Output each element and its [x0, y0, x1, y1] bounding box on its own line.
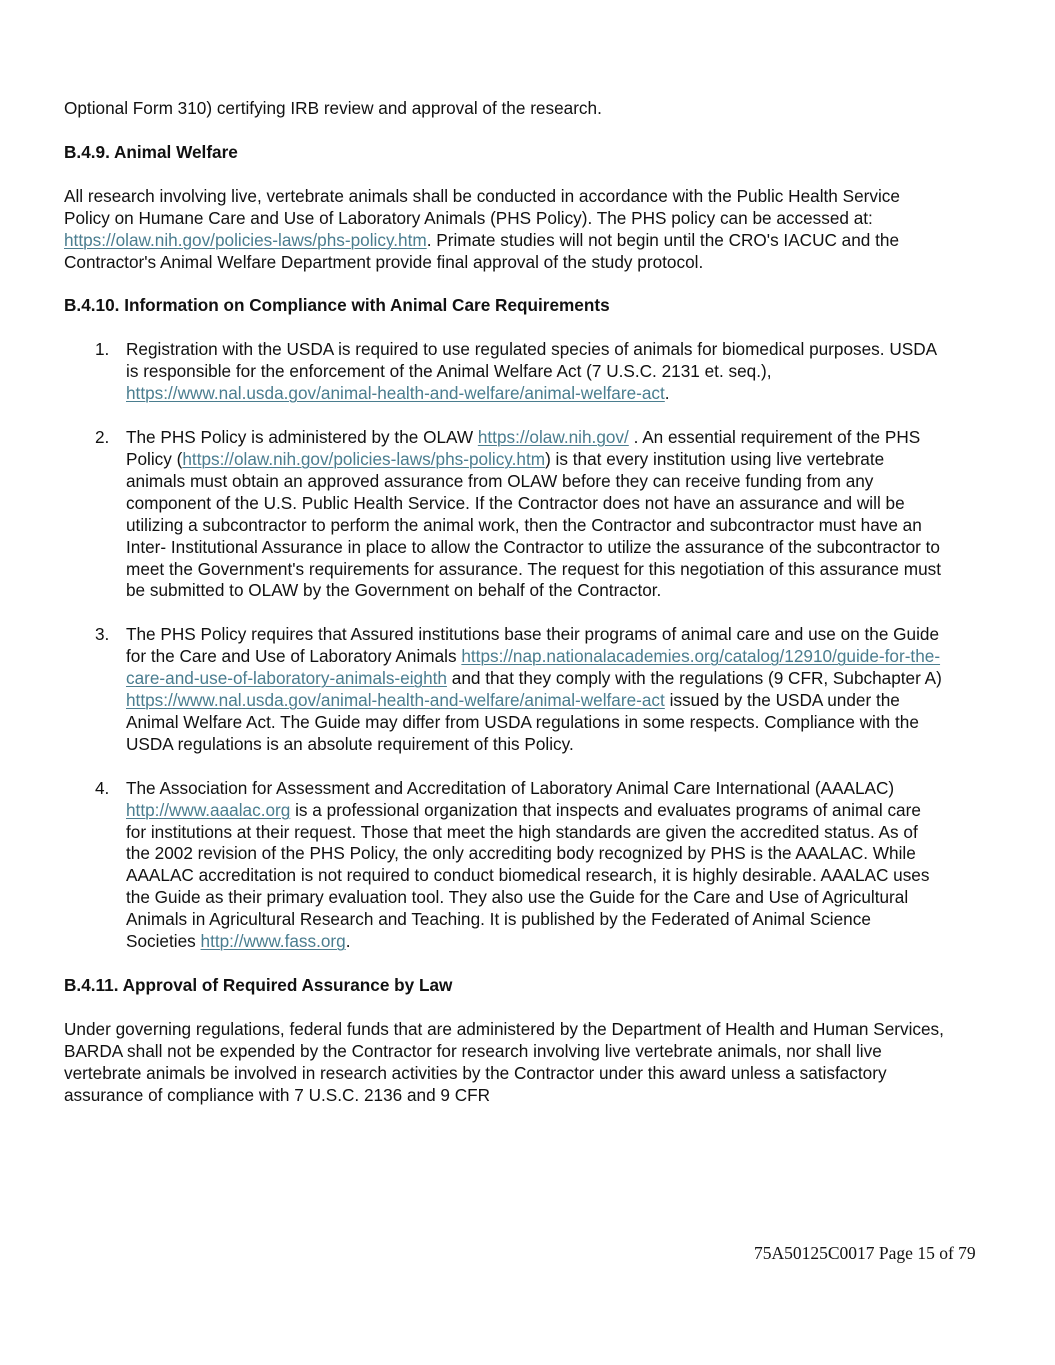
text: The PHS Policy is administered by the OLAW [126, 427, 478, 448]
text: is a professional organization that inspects and evaluates programs of animal care for institutions at their request. Those that meet the high standards are given the accredited status. As of the 2002 revision of the PHS Policy, the only accrediting body recognized by PHS is the AAALAC. While AAALAC accreditation is not required to conduct biomedical research, it is highly desirable. AAALAC uses the Guide as their primary evaluation tool. They also use the Guide for the Care and Use of Agricultural Animals in Agricultural Research and Teaching. It is published by the Federated of Animal Science Societies [126, 799, 930, 952]
text: issued by the USDA under the Animal Welfare Act. The Guide may differ from USDA regulations in some respects. Compliance with the USDA regulations is an absolute requirement of this Policy. [126, 690, 919, 754]
text: . An essential requirement of the PHS Policy ( [126, 427, 921, 469]
section-heading-approval: B.4.11. Approval of Required Assurance by Law [64, 975, 453, 995]
list-item-4 [64, 778, 944, 953]
text: Registration with the USDA is required to use regulated species of animals for biomedical purposes. USDA is responsible for the enforcement of the Animal Welfare Act (7 U.S.C. 2131 et. seq.), [126, 339, 937, 382]
section-approval [64, 975, 944, 1107]
list-item-3 [64, 624, 944, 755]
document-page [64, 98, 944, 1107]
fass-link[interactable]: http://www.fass.org [200, 931, 346, 952]
text: . Primate studies will not begin until the CRO's IACUC and the Contractor's Animal Welfare Department provide final approval of the study protocol. [64, 229, 900, 272]
animal-welfare-paragraph [64, 186, 944, 274]
section-compliance [64, 295, 944, 953]
list-number: 3. [95, 624, 110, 645]
intro-paragraph: Optional Form 310) certifying IRB review and approval of the research. [64, 98, 602, 118]
page-footer: 75A50125C0017 Page 15 of 79 [754, 1243, 976, 1263]
text: . [345, 931, 351, 952]
list-number: 1. [95, 339, 110, 360]
text: The PHS Policy requires that Assured institutions base their programs of animal care and use on the Guide for the Care and Use of Laboratory Animals [126, 624, 940, 667]
text: . [664, 383, 670, 404]
nap-guide-link[interactable]: https://nap.nationalacademies.org/catalog/12910/guide-for-the-care-and-use-of-laboratory-animals-eighth [126, 646, 941, 689]
section-heading-animal-welfare: B.4.9. Animal Welfare [64, 141, 238, 162]
phs-policy-link[interactable]: https://olaw.nih.gov/policies-laws/phs-policy.htm [182, 448, 546, 469]
section-heading-compliance: B.4.10. Information on Compliance with Animal Care Requirements [64, 295, 610, 316]
aaalac-link[interactable]: http://www.aaalac.org [126, 799, 291, 820]
list-number: 4. [95, 777, 110, 798]
list-item-1 [64, 339, 944, 405]
text: The Association for Assessment and Accreditation of Laboratory Animal Care International (AAALAC) [126, 777, 895, 798]
usda-animal-welfare-act-link[interactable]: https://www.nal.usda.gov/animal-health-and-welfare/animal-welfare-act [126, 690, 665, 711]
olaw-link[interactable]: https://olaw.nih.gov/ [477, 427, 629, 448]
approval-paragraph: Under governing regulations, federal funds that are administered by the Department of Health and Human Services, BARDA shall not be expended by the Contractor for research involving live vertebrate animals, nor shall live vertebrate animals be involved in research activities by the Contractor under this award unless a satisfactory assurance of compliance with 7 U.S.C. 2136 and 9 CFR [64, 1018, 944, 1105]
list-item-2 [64, 427, 944, 602]
requirements-list [64, 339, 944, 953]
list-number: 2. [95, 427, 110, 448]
section-animal-welfare [64, 142, 944, 274]
text: ) is that every institution using live vertebrate animals must obtain an approved assurance from OLAW before they can receive funding from any component of the U.S. Public Health Service. If the Contractor does not have an assurance and will be utilizing a subcontractor to perform the animal work, then the Contractor and subcontractor must have an Inter- Institutional Assurance in place to allow the Contractor to utilize the assurance of the subcontractor to meet the Government's requirements for assurance. The request for this negotiation of this assurance must be submitted to OLAW by the Government on behalf of the Contractor. [126, 448, 942, 601]
phs-policy-link[interactable]: https://olaw.nih.gov/policies-laws/phs-policy.htm [64, 229, 427, 250]
text: All research involving live, vertebrate animals shall be conducted in accordance with the Public Health Service Policy on Humane Care and Use of Laboratory Animals (PHS Policy). The PHS policy can be accessed at: [64, 185, 900, 228]
text: and that they comply with the regulations (9 CFR, Subchapter A) [446, 668, 942, 689]
usda-animal-welfare-act-link[interactable]: https://www.nal.usda.gov/animal-health-and-welfare/animal-welfare-act [126, 383, 665, 404]
